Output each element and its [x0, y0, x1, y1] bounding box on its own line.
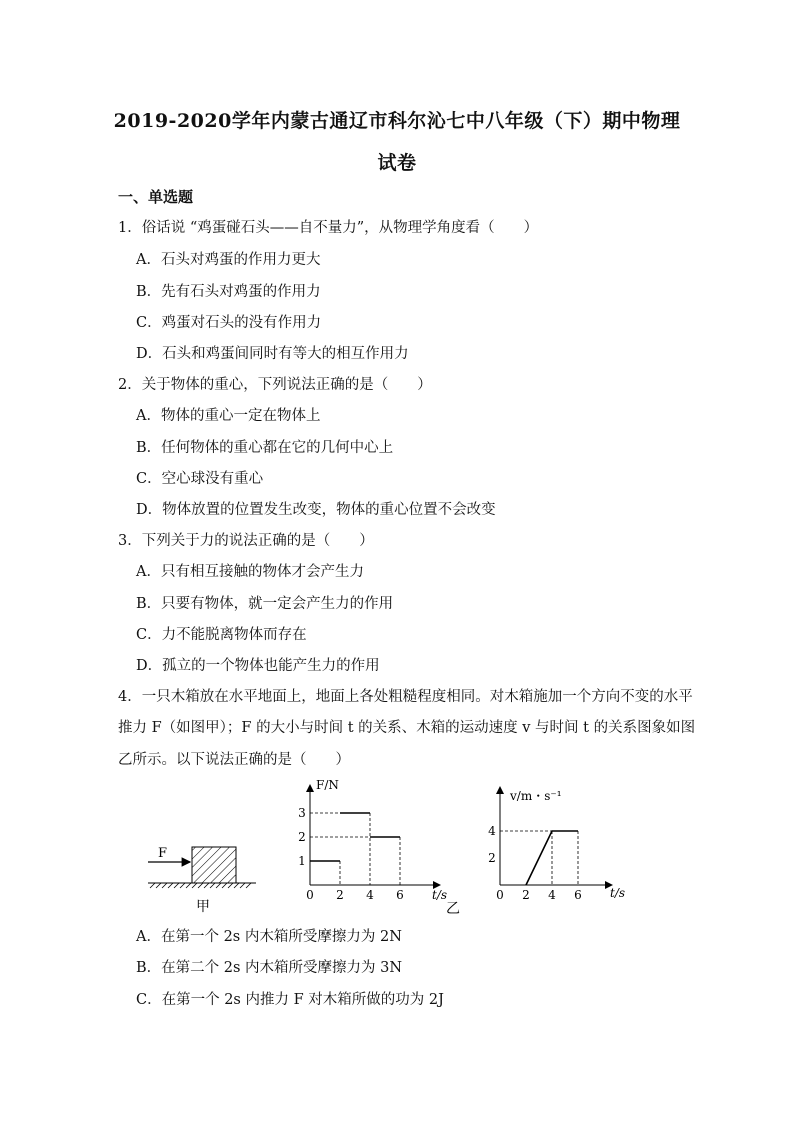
paper-title-line2: 试卷 — [377, 152, 417, 174]
yi-label: 乙 — [446, 901, 460, 917]
ground-hatch — [150, 883, 251, 888]
q2-option-a: A．物体的重心一定在物体上 — [136, 408, 321, 424]
g2-y-tick-label: 4 — [488, 824, 496, 838]
q1-option-c: C．鸡蛋对石头的没有作用力 — [136, 315, 322, 331]
g1-y-tick-label: 3 — [298, 806, 306, 820]
force-label: F — [158, 846, 168, 861]
force-time-graph — [298, 778, 460, 917]
g1-y-tick-label: 2 — [298, 830, 306, 844]
g2-x-tick-label: 4 — [548, 888, 556, 902]
q3-option-b: B．只要有物体，就一定会产生力的作用 — [136, 596, 394, 612]
figure-jia — [148, 846, 256, 915]
q3-option-c: C．力不能脱离物体而存在 — [136, 627, 307, 643]
q4-stem-line1: 4．一只木箱放在水平地面上，地面上各处粗糙程度相同。对木箱施加一个方向不变的水平 — [118, 689, 693, 705]
velocity-time-graph — [488, 787, 625, 902]
g2-x-label: t/s — [610, 886, 626, 900]
q2-option-c: C．空心球没有重心 — [136, 471, 264, 487]
q1-option-a: A．石头对鸡蛋的作用力更大 — [136, 252, 321, 268]
q2-stem: 2．关于物体的重心，下列说法正确的是（ ） — [118, 377, 432, 393]
g1-x-tick-label: 2 — [336, 888, 344, 902]
g1-x-label: t/s — [432, 888, 448, 902]
g1-y-tick-label: 1 — [298, 854, 306, 868]
q1-stem: 1．俗话说 “鸡蛋碰石头——自不量力”，从物理学角度看（ ） — [118, 220, 539, 236]
q4-option-b: B．在第二个 2s 内木箱所受摩擦力为 3N — [136, 960, 403, 976]
paper-title-line1: 2019-2020学年内蒙古通辽市科尔沁七中八年级（下）期中物理 — [113, 110, 681, 132]
wooden-box — [192, 847, 236, 883]
q3-option-a: A．只有相互接触的物体才会产生力 — [136, 564, 364, 580]
g2-x-tick-label: 2 — [522, 888, 530, 902]
q4-figure — [140, 775, 640, 925]
q3-stem: 3．下列关于力的说法正确的是（ ） — [118, 533, 374, 549]
q4-stem-line3: 乙所示。以下说法正确的是（ ） — [118, 752, 350, 768]
q4-stem-line2: 推力 F（如图甲）；F 的大小与时间 t 的关系、木箱的运动速度 v 与时间 t 的关系图象如图 — [118, 720, 696, 736]
g1-x-tick-label: 4 — [366, 888, 374, 902]
g2-y-label: v/m・s⁻¹ — [510, 789, 562, 803]
g2-y-tick-label: 2 — [488, 851, 496, 865]
jia-label: 甲 — [196, 899, 210, 915]
q1-option-d: D．石头和鸡蛋间同时有等大的相互作用力 — [136, 346, 409, 362]
section-heading: 一、单选题 — [118, 188, 194, 206]
g1-y-label: F/N — [316, 778, 339, 792]
q4-option-c: C．在第一个 2s 内推力 F 对木箱所做的功为 2J — [136, 992, 444, 1008]
q4-option-a: A．在第一个 2s 内木箱所受摩擦力为 2N — [136, 929, 402, 945]
q1-option-b: B．先有石头对鸡蛋的作用力 — [136, 284, 321, 300]
g1-x-tick-label: 6 — [396, 888, 404, 902]
g2-tick-label-0: 0 — [496, 888, 504, 902]
q3-option-d: D．孤立的一个物体也能产生力的作用 — [136, 658, 380, 674]
q2-option-d: D．物体放置的位置发生改变，物体的重心位置不会改变 — [136, 502, 496, 518]
g2-x-tick-label: 6 — [574, 888, 582, 902]
q2-option-b: B．任何物体的重心都在它的几何中心上 — [136, 440, 394, 456]
g1-tick-label-0: 0 — [306, 888, 314, 902]
